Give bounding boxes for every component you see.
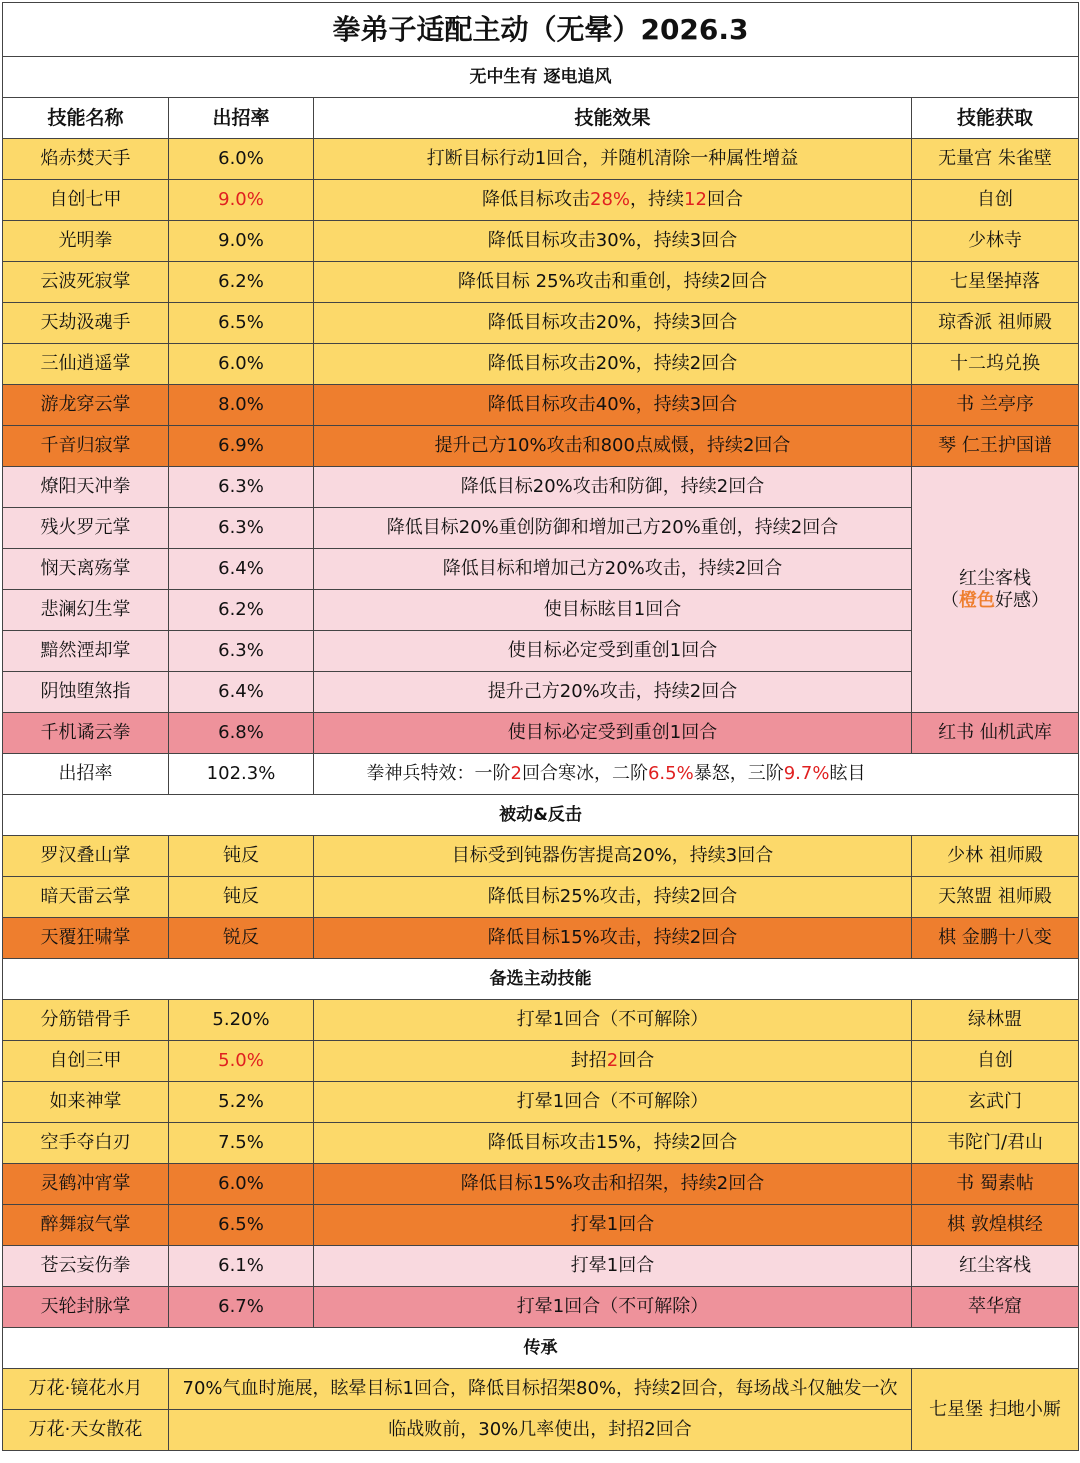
table-row — [3, 262, 1079, 303]
skill-name: 灵鹤冲宵掌 — [3, 1164, 169, 1205]
skill-source: 棋 金鹏十八变 — [912, 918, 1079, 959]
skill-name: 云波死寂掌 — [3, 262, 169, 303]
inherit-row — [3, 1369, 1079, 1410]
effect-text: 封招 — [570, 1050, 607, 1072]
skill-source: 十二坞兑换 — [912, 344, 1079, 385]
table-row — [3, 180, 1079, 221]
skill-name: 天覆狂啸掌 — [3, 918, 169, 959]
highlight-value: 2 — [606, 1050, 619, 1072]
skill-rate: 5.2% — [169, 1082, 314, 1123]
skill-effect: 降低目标攻击30%，持续3回合 — [314, 221, 912, 262]
skill-name: 残火罗元掌 — [3, 508, 169, 549]
skill-name: 天劫汲魂手 — [3, 303, 169, 344]
pink-group-source — [912, 467, 1079, 713]
table-row — [3, 344, 1079, 385]
skill-name: 游龙穿云掌 — [3, 385, 169, 426]
table-row — [3, 221, 1079, 262]
effect-text: 降低目标攻击 — [482, 189, 591, 211]
total-label: 出招率 — [3, 754, 169, 795]
skill-name: 焰赤焚天手 — [3, 139, 169, 180]
skill-rate: 5.20% — [169, 1000, 314, 1041]
condition-text: （ — [941, 589, 959, 611]
skill-effect: 降低目标15%攻击，持续2回合 — [314, 918, 912, 959]
skill-name: 黯然湮却掌 — [3, 631, 169, 672]
skill-effect: 降低目标攻击40%，持续3回合 — [314, 385, 912, 426]
effect-text: 回合寒冰，二阶 — [521, 763, 648, 785]
table-row — [3, 836, 1079, 877]
skill-source: 七星堡掉落 — [912, 262, 1079, 303]
skill-source: 琴 仁王护国谱 — [912, 426, 1079, 467]
skill-rate: 钝反 — [169, 836, 314, 877]
skill-effect: 使目标必定受到重创1回合 — [314, 631, 912, 672]
table-row — [3, 1082, 1079, 1123]
skill-name: 悯天离殇掌 — [3, 549, 169, 590]
table-row — [3, 1041, 1079, 1082]
skill-effect: 打晕1回合 — [314, 1205, 912, 1246]
page-title: 拳弟子适配主动（无晕）2026.3 — [3, 3, 1079, 57]
skill-rate: 6.0% — [169, 1164, 314, 1205]
skill-rate: 7.5% — [169, 1123, 314, 1164]
effect-text: 暴怒，三阶 — [693, 763, 784, 785]
skill-effect: 降低目标攻击20%，持续3回合 — [314, 303, 912, 344]
table-row — [3, 1287, 1079, 1328]
skill-name: 燎阳天冲拳 — [3, 467, 169, 508]
skill-rate: 锐反 — [169, 918, 314, 959]
skill-name: 罗汉叠山掌 — [3, 836, 169, 877]
table-row — [3, 877, 1079, 918]
skill-source: 红尘客栈 — [912, 1246, 1079, 1287]
skill-rate: 6.7% — [169, 1287, 314, 1328]
table-row — [3, 303, 1079, 344]
skill-source: 韦陀门/君山 — [912, 1123, 1079, 1164]
skill-rate: 6.4% — [169, 672, 314, 713]
skill-source: 书 兰亭序 — [912, 385, 1079, 426]
skill-rate: 5.0% — [169, 1041, 314, 1082]
skill-rate: 6.2% — [169, 590, 314, 631]
inherit-name: 万花·天女散花 — [3, 1410, 169, 1451]
skill-rate: 9.0% — [169, 221, 314, 262]
skill-rate: 6.3% — [169, 467, 314, 508]
skill-rate: 6.4% — [169, 549, 314, 590]
highlight-value: 9.7% — [783, 763, 830, 785]
effect-text: 拳神兵特效：一阶 — [366, 763, 511, 785]
skill-rate: 钝反 — [169, 877, 314, 918]
source-location: 红尘客栈 — [959, 567, 1031, 589]
source-condition — [912, 590, 1078, 612]
skill-effect: 打晕1回合 — [314, 1246, 912, 1287]
skill-name: 醉舞寂气掌 — [3, 1205, 169, 1246]
skill-name: 自创三甲 — [3, 1041, 169, 1082]
table-row — [3, 1205, 1079, 1246]
effect-text: 回合 — [706, 189, 743, 211]
skill-name: 如来神掌 — [3, 1082, 169, 1123]
skill-effect: 降低目标和增加己方20%攻击，持续2回合 — [314, 549, 912, 590]
highlight-value: 28% — [590, 189, 631, 211]
skill-rate: 6.8% — [169, 713, 314, 754]
table-row — [3, 918, 1079, 959]
skill-effect: 降低目标15%攻击和招架，持续2回合 — [314, 1164, 912, 1205]
skill-rate: 6.5% — [169, 303, 314, 344]
skill-name: 自创七甲 — [3, 180, 169, 221]
skill-source: 无量宫 朱雀壁 — [912, 139, 1079, 180]
skill-rate: 6.1% — [169, 1246, 314, 1287]
skill-name: 千机谲云拳 — [3, 713, 169, 754]
table-row — [3, 139, 1079, 180]
skill-rate: 6.2% — [169, 262, 314, 303]
total-row — [3, 754, 1079, 795]
table-row — [3, 713, 1079, 754]
skill-effect: 目标受到钝器伤害提高20%，持续3回合 — [314, 836, 912, 877]
weapon-effect — [314, 754, 1079, 795]
inherit-name: 万花·镜花水月 — [3, 1369, 169, 1410]
skill-source: 绿林盟 — [912, 1000, 1079, 1041]
skill-effect — [314, 180, 912, 221]
skill-source: 红书 仙机武库 — [912, 713, 1079, 754]
inherit-effect: 临战败前，30%几率使出，封招2回合 — [169, 1410, 912, 1451]
skill-rate: 6.3% — [169, 508, 314, 549]
skill-effect: 降低目标25%攻击，持续2回合 — [314, 877, 912, 918]
table-row — [3, 1000, 1079, 1041]
skill-effect: 使目标必定受到重创1回合 — [314, 713, 912, 754]
effect-text: 回合 — [618, 1050, 655, 1072]
skill-effect: 打晕1回合（不可解除） — [314, 1082, 912, 1123]
total-value: 102.3% — [169, 754, 314, 795]
skill-rate: 6.0% — [169, 344, 314, 385]
skill-name: 悲澜幻生掌 — [3, 590, 169, 631]
skill-rate: 6.9% — [169, 426, 314, 467]
skill-effect — [314, 1041, 912, 1082]
condition-text: 好感） — [995, 589, 1049, 611]
table-row — [3, 1123, 1079, 1164]
skill-name: 分筋错骨手 — [3, 1000, 169, 1041]
skill-source: 少林 祖师殿 — [912, 836, 1079, 877]
table-row — [3, 467, 1079, 508]
skill-effect: 打晕1回合（不可解除） — [314, 1287, 912, 1328]
skill-name: 空手夺白刃 — [3, 1123, 169, 1164]
skill-name: 暗天雷云掌 — [3, 877, 169, 918]
skill-rate: 6.0% — [169, 139, 314, 180]
skill-name: 天轮封脉掌 — [3, 1287, 169, 1328]
section-alt-heading: 备选主动技能 — [3, 959, 1079, 1000]
skill-name: 苍云妄伤拳 — [3, 1246, 169, 1287]
skill-name: 光明拳 — [3, 221, 169, 262]
skill-effect: 打断目标行动1回合，并随机清除一种属性增益 — [314, 139, 912, 180]
table-row — [3, 426, 1079, 467]
section-main-heading: 无中生有 逐电追风 — [3, 57, 1079, 98]
skill-name: 三仙逍遥掌 — [3, 344, 169, 385]
skill-source: 书 蜀素帖 — [912, 1164, 1079, 1205]
inherit-source: 七星堡 扫地小厮 — [912, 1369, 1079, 1451]
skill-rate: 9.0% — [169, 180, 314, 221]
skill-source: 玄武门 — [912, 1082, 1079, 1123]
section-inherit-heading: 传承 — [3, 1328, 1079, 1369]
skill-effect: 打晕1回合（不可解除） — [314, 1000, 912, 1041]
skill-effect: 降低目标20%重创防御和增加己方20%重创，持续2回合 — [314, 508, 912, 549]
skill-name: 千音归寂掌 — [3, 426, 169, 467]
table-header-row — [3, 98, 1079, 139]
skill-source: 少林寺 — [912, 221, 1079, 262]
highlight-value: 2 — [510, 763, 522, 785]
skill-source: 棋 敦煌棋经 — [912, 1205, 1079, 1246]
skill-name: 阴蚀堕煞指 — [3, 672, 169, 713]
skill-effect: 降低目标攻击15%，持续2回合 — [314, 1123, 912, 1164]
skill-source: 自创 — [912, 1041, 1079, 1082]
table-row — [3, 1164, 1079, 1205]
inherit-effect: 70%气血时施展，眩晕目标1回合，降低目标招架80%，持续2回合，每场战斗仅触发一次 — [169, 1369, 912, 1410]
skill-effect: 降低目标20%攻击和防御，持续2回合 — [314, 467, 912, 508]
header-rate: 出招率 — [169, 98, 314, 139]
skill-source: 自创 — [912, 180, 1079, 221]
effect-text: ，持续 — [630, 189, 685, 211]
skill-table — [2, 2, 1079, 1451]
header-source: 技能获取 — [912, 98, 1079, 139]
skill-source: 琼香派 祖师殿 — [912, 303, 1079, 344]
highlight-favor: 橙色 — [959, 589, 995, 611]
skill-rate: 6.5% — [169, 1205, 314, 1246]
skill-source: 天煞盟 祖师殿 — [912, 877, 1079, 918]
skill-effect: 使目标眩目1回合 — [314, 590, 912, 631]
highlight-value: 6.5% — [647, 763, 694, 785]
effect-text: 眩目 — [829, 763, 866, 785]
skill-source: 萃华窟 — [912, 1287, 1079, 1328]
table-row — [3, 1246, 1079, 1287]
header-effect: 技能效果 — [314, 98, 912, 139]
skill-effect: 降低目标攻击20%，持续2回合 — [314, 344, 912, 385]
skill-rate: 8.0% — [169, 385, 314, 426]
section-passive-heading: 被动&反击 — [3, 795, 1079, 836]
highlight-value: 12 — [684, 189, 707, 211]
skill-effect: 提升己方10%攻击和800点威慑，持续2回合 — [314, 426, 912, 467]
skill-effect: 降低目标 25%攻击和重创，持续2回合 — [314, 262, 912, 303]
table-row — [3, 385, 1079, 426]
header-name: 技能名称 — [3, 98, 169, 139]
skill-rate: 6.3% — [169, 631, 314, 672]
skill-effect: 提升己方20%攻击，持续2回合 — [314, 672, 912, 713]
